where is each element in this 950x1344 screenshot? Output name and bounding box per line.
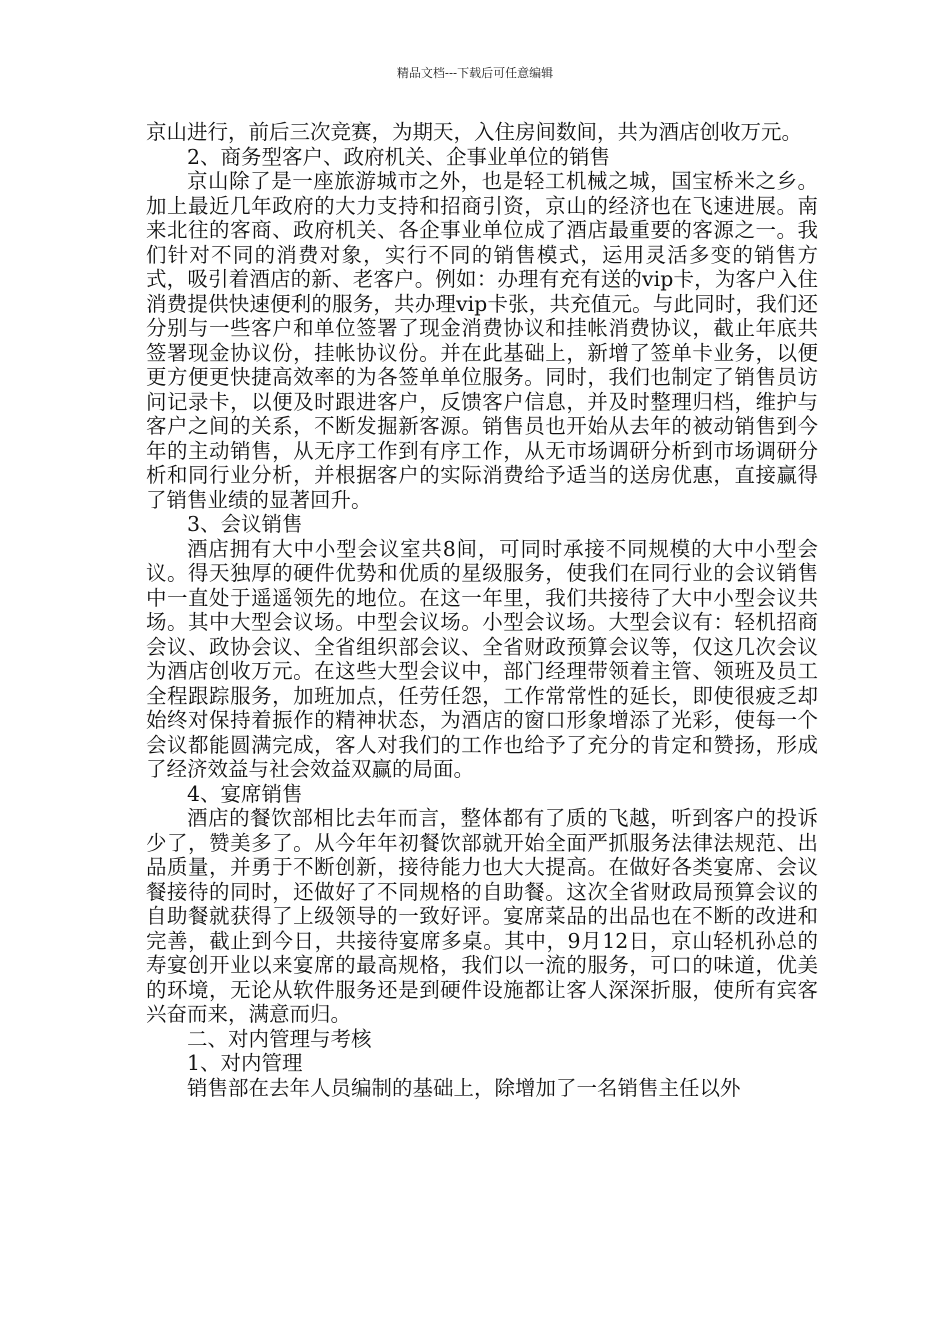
paragraph-meeting-sales: 酒店拥有大中小型会议室共8间，可同时承接不同规模的大中小型会议。得天独厚的硬件优势和优质的星级服务，使我们在同行业的会议销售中一直处于遥遥领先的地位。在这一年里，我们共接待了大中小型会议共场。其中大型会议场。中型会议场。小型会议场。大型会议有：轻机招商会议、政协会议、全省组织部会议、全省财政预算会议等，仅这几次会议为酒店创收万元。在这些大型会议中，部门经理带领着主管、领班及员工全程跟踪服务，加班加点，任劳任怨，工作常常性的延长，即使很疲乏却始终对保持着振作的精神状态，为酒店的窗口形象增添了光彩，使每一个会议都能圆满完成，客人对我们的工作也给予了充分的肯定和赞扬，形成了经济效益与社会效益双赢的局面。 [146, 536, 818, 781]
section-heading-internal-management: 二、对内管理与考核 [187, 1026, 372, 1051]
document-body [146, 120, 818, 1100]
paragraph-internal-management: 销售部在去年人员编制的基础上，除增加了一名销售主任以外 [187, 1075, 741, 1100]
section-heading-meeting-sales: 3、会议销售 [187, 512, 303, 536]
section-heading-banquet-sales: 4、宴席销售 [187, 781, 303, 806]
section-heading-business-clients: 2、商务型客户、政府机关、企事业单位的销售 [187, 144, 611, 169]
paragraph-banquet-sales: 酒店的餐饮部相比去年而言，整体都有了质的飞越，听到客户的投诉少了，赞美多了。从今年年初餐饮部就开始全面严抓服务法律法规范、出品质量，并勇于不断创新，接待能力也大大提高。在做好各类宴席、会议餐接待的同时，还做好了不同规格的自助餐。这次全省财政局预算会议的自助餐就获得了上级领导的一致好评。宴席菜品的出品也在不断的改进和完善，截止到今日，共接待宴席多桌。其中，9月12日，京山轻机孙总的寿宴创开业以来宴席的最高规格，我们以一流的服务，可口的味道，优美的环境，无论从软件服务还是到硬件设施都让客人深深折服，使所有宾客兴奋而来，满意而归。 [146, 806, 818, 1026]
subsection-heading-internal-management: 1、对内管理 [187, 1051, 303, 1075]
page-header: 精品文档---下载后可任意编辑 [396, 66, 554, 80]
paragraph-continuation: 京山进行，前后三次竞赛，为期天，入住房间数间，共为酒店创收万元。 [146, 120, 802, 144]
paragraph-business-clients: 京山除了是一座旅游城市之外，也是轻工机械之城，国宝桥米之乡。加上最近几年政府的大力支持和招商引资，京山的经济也在飞速进展。南来北往的客商、政府机关、各企事业单位成了酒店最重要的客源之一。我们针对不同的消费对象，实行不同的销售模式，运用灵活多变的销售方式，吸引着酒店的新、老客户。例如：办理有充有送的vip卡，为客户入住消费提供快速便利的服务，共办理vip卡张，共充值元。与此同时，我们还分别与一些客户和单位签署了现金消费协议和挂帐消费协议，截止年底共签署现金协议份，挂帐协议份。并在此基础上，新增了签单卡业务，以便更方便更快捷高效率的为各签单单位服务。同时，我们也制定了销售员访问记录卡，以便及时跟进客户，反馈客户信息，并及时整理归档，维护与客户之间的关系，不断发掘新客源。销售员也开始从去年的被动销售到今年的主动销售，从无序工作到有序工作，从无市场调研分析到市场调研分析和同行业分析，并根据客户的实际消费给予适当的送房优惠，直接赢得了销售业绩的显著回升。 [146, 169, 818, 512]
